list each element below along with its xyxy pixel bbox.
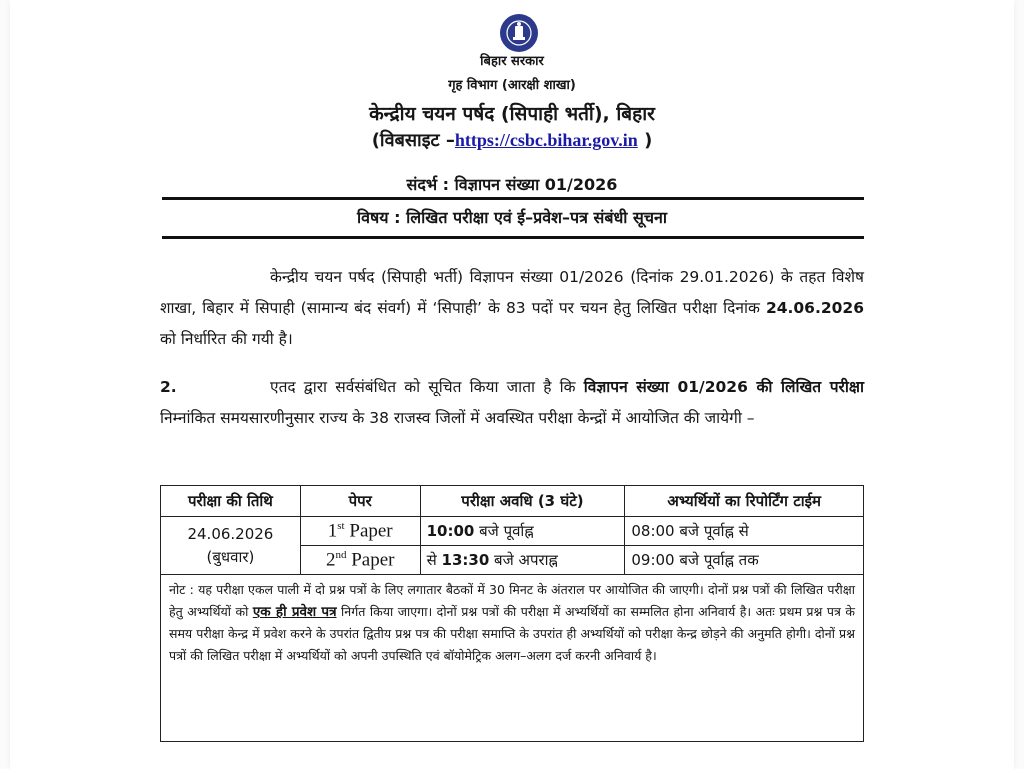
duration-end-cell [420,546,625,575]
table-row [161,517,864,546]
note-bold: एक ही प्रवेश पत्र [252,604,337,620]
para2-intro: एतद द्वारा सर्वसंबंधित को सूचित किया जाता है कि [270,378,584,396]
duration-end-prefix: से [426,551,442,569]
website-suffix: ) [644,130,653,151]
subject-line: विषय : लिखित परीक्षा एवं ई–प्रवेश–पत्र संबंधी सूचना [356,208,668,227]
para2-bold: विज्ञापन संख्या 01/2026 की लिखित परीक्षा [583,378,864,396]
table-header-row [161,486,864,517]
para1-end: को निर्धारित की गयी है। [160,330,293,348]
reporting-end-cell: 09:00 बजे पूर्वाह्न तक [625,546,864,575]
duration-end-time: 13:30 [441,551,490,569]
duration-start-label: बजे पूर्वाह्न [474,522,534,540]
note-cell [161,575,864,742]
col-header-reporting: अभ्यर्थियों का रिपोर्टिंग टाईम [625,486,864,517]
divider-bottom [162,236,864,239]
para1-exam-date: 24.06.2026 [765,299,864,317]
paper-2-cell [300,546,420,575]
paper-2-suffix: nd [335,548,347,561]
col-header-date: परीक्षा की तिथि [161,486,301,517]
table-row [161,575,864,742]
website-line [0,128,1024,152]
duration-start-cell [420,517,625,546]
website-link[interactable]: https://csbc.bihar.gov.in [454,130,638,150]
note-text-2: निर्गत किया जाएगा। दोनों प्रश्न पत्रों की परीक्षा में अभ्यर्थियों का सम्मलित होना अनिवार्य है। अतः प्रथम प्रश्न पत्र के समय परीक्षा केन्द्र में प्रवेश करने के उपरांत द्वितीय प्रश्न पत्र की परीक्षा समाप्ति के उपरांत ही अभ्यर्थियों को परीक्षा केन्द्र छोड़ने की अनुमति होगी। दोनों प्रश्न पत्रों की लिखित परीक्षा में अभ्यर्थियों को अपनी उपस्थिति एवं बॉयोमेट्रिक अलग–अलग दर्ज करनी अनिवार्य है। [169,604,856,663]
duration-end-label: बजे अपराह्न [489,551,558,569]
government-name: बिहार सरकार [480,54,544,69]
reporting-start-cell: 08:00 बजे पूर्वाह्न से [625,517,864,546]
department-name: गृह विभाग (आरक्षी शाखा) [448,78,576,93]
paper-2-word: Paper [346,549,395,571]
para2-rest: निम्नांकित समयसारणीनुसार राज्य के 38 राजस्व जिलों में अवस्थित परीक्षा केन्द्रों में आयोजित की जायेगी – [160,409,755,427]
para1-text: केन्द्रीय चयन पर्षद (सिपाही भर्ती) विज्ञापन संख्या 01/2026 (दिनांक 29.01.2026) के तहत विशेष शाखा, बिहार में सिपाही (सामान्य बंद संवर्ग) में ‘सिपाही’ के 83 पदों पर चयन हेतु लिखित परीक्षा दिनांक [160,268,864,317]
duration-start-time: 10:00 [426,522,475,540]
board-title: केन्द्रीय चयन पर्षद (सिपाही भर्ती), बिहार [369,103,655,125]
paper-1-cell [300,517,420,546]
paragraph-1 [160,262,864,355]
reference-line: संदर्भ : विज्ञापन संख्या 01/2026 [406,175,618,194]
paper-1-word: Paper [344,520,393,542]
exam-day: (बुधवार) [206,547,255,566]
note-text-1: नोट : यह परीक्षा एकल पाली में दो प्रश्न पत्रों के लिए लगातार बैठकों में 30 मिनट के अंतराल पर आयोजित की जाएगी। दोनों प्रश्न पत्रों की लिखित परीक्षा हेतु अभ्यर्थियों को [169,582,855,619]
paper-1-suffix: st [337,519,345,532]
col-header-duration: परीक्षा अवधि (3 घंटे) [420,486,625,517]
paper-2-number: 2 [325,549,336,571]
exam-date: 24.06.2026 [187,524,274,543]
paragraph-2 [160,372,864,434]
website-prefix: (विबसाइट – [371,130,455,151]
para2-number: 2. [160,378,177,396]
exam-date-cell [161,517,301,575]
exam-schedule-table [160,485,864,742]
divider-top [162,197,864,200]
government-emblem-icon [500,14,538,52]
paper-1-number: 1 [327,520,338,542]
document-page [10,0,1014,769]
col-header-paper: पेपर [300,486,420,517]
